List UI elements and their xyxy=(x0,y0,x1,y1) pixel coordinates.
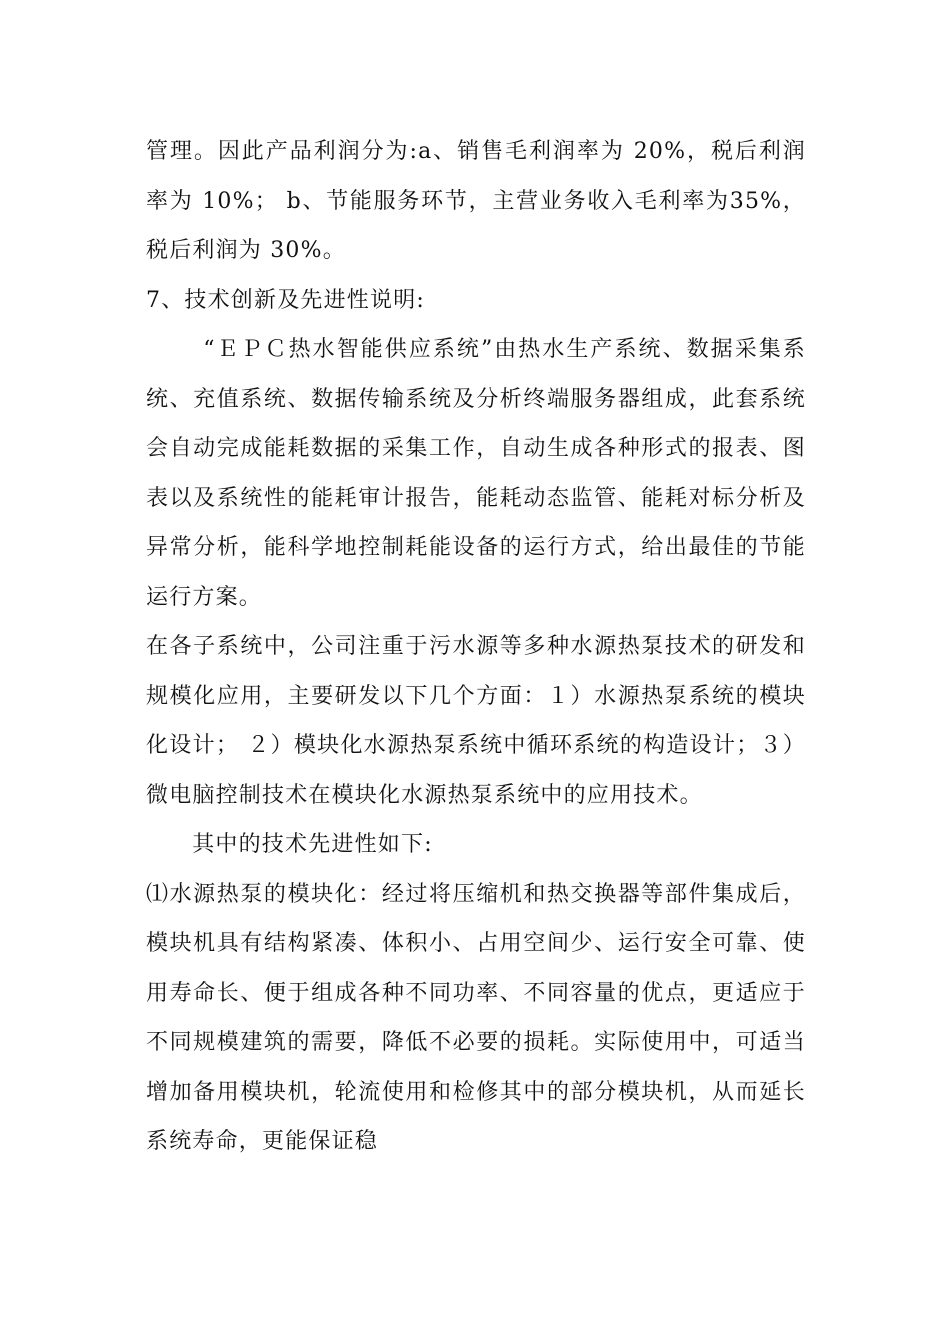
paragraph-advanced-intro: 其中的技术先进性如下: xyxy=(192,832,433,857)
paragraph-modularization: ⑴水源热泵的模块化：经过将压缩机和热交换器等部件集成后，模块机具有结构紧凑、体积小、占用空间少、运行安全可靠、使用寿命长、便于组成各种不同功率、不同容量的优点，更适应于不同规模建筑的需要，降低不必要的损耗。实际使用中，可适当增加备用模块机，轮流使用和检修其中的部分模块机，从而延长系统寿命，更能保证稳 xyxy=(146,881,806,1154)
section-heading-tech-innovation: 7、技术创新及先进性说明: xyxy=(146,287,426,313)
paragraph-epc-system: “ＥＰＣ热水智能供应系统”由热水生产系统、数据采集系统、充值系统、数据传输系统及分析终端服务器组成，此套系统会自动完成能耗数据的采集工作，自动生成各种形式的报表、图表以及系统性的能耗审计报告，能耗动态监管、能耗对标分析及异常分析，能科学地控制耗能设备的运行方式，给出最佳的节能运行方案。 xyxy=(146,337,806,610)
document-body xyxy=(146,127,806,1167)
paragraph-profit-margins: 管理。因此产品利润分为:a、销售毛利润率为 20%，税后利润率为 10%； b、节能服务环节，主营业务收入毛利率为35%，税后利润为 30%。 xyxy=(146,139,806,263)
paragraph-subsystems: 在各子系统中，公司注重于污水源等多种水源热泵技术的研发和规模化应用，主要研发以下几个方面：１）水源热泵系统的模块化设计； ２）模块化水源热泵系统中循环系统的构造设计；３）微电脑控制技术在模块化水源热泵系统中的应用技术。 xyxy=(146,634,806,808)
